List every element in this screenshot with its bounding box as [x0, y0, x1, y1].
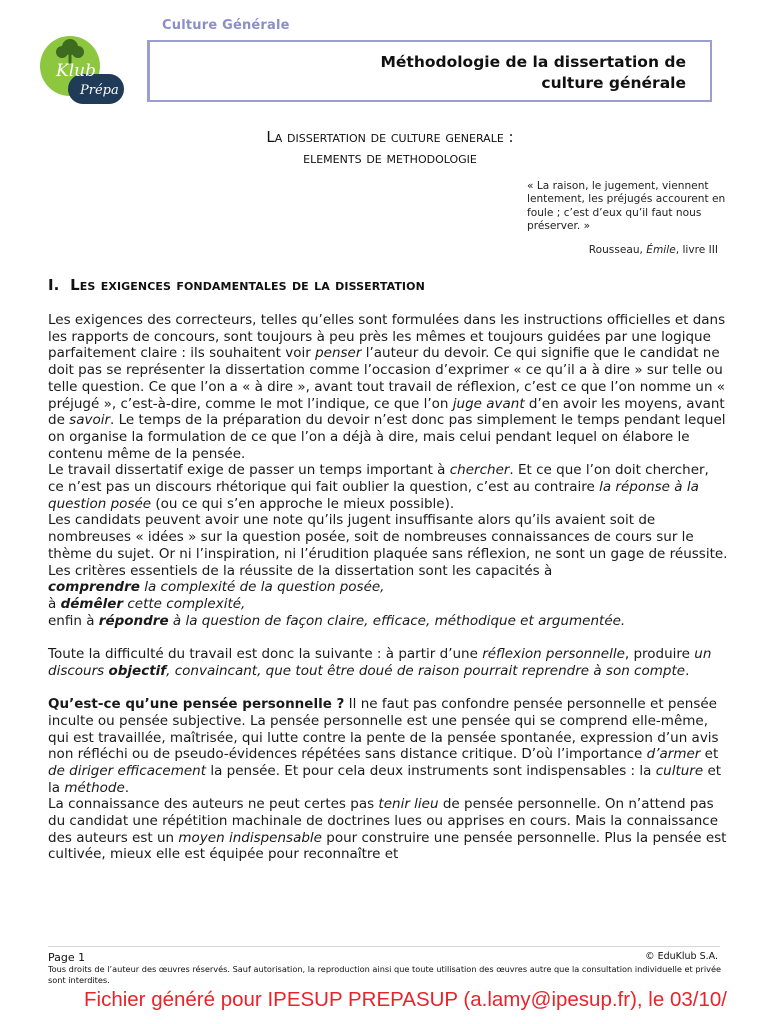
criteria-item-1: comprendre la complexité de la question posée, — [48, 579, 385, 596]
main-title — [200, 127, 580, 169]
document-title-line1: Méthodologie de la dissertation de — [380, 53, 686, 71]
body-text — [48, 312, 728, 863]
epigraph-source — [527, 244, 718, 256]
document-title-box — [147, 40, 712, 102]
main-title-line2: elements de methodologie — [303, 149, 477, 167]
paragraph-7: La connaissance des auteurs ne peut certes pas tenir lieu de pensée personnelle. On n’attend pas du candidat une répétition machinale de doctrines lues ou apprises en cours. Mais la connaissance des auteurs est un moyen indispensable pour construire une pensée personnelle. Plus la pensée est cultivée, mieux elle est équipée pour reconnaître et — [48, 796, 727, 863]
generated-file-watermark: Fichier généré pour IPESUP PREPASUP (a.lamy@ipesup.fr), le 03/10/ — [84, 988, 727, 1011]
epigraph-work: Émile — [646, 244, 676, 256]
paragraph-2: Le travail dissertatif exige de passer un temps important à chercher. Et ce que l’on doit chercher, ce n’est pas un discours rhétorique qui fait oublier la question, c’est au contraire la réponse à la question posée (ou ce qui s’en approche le mieux possible). — [48, 462, 709, 512]
paragraph-1: Les exigences des correcteurs, telles qu’elles sont formulées dans les instructions officielles et dans les rapports de concours, sont toujours à peu près les mêmes et toujours guidées par une logique parfaitement claire : ils souhaitent voir penser l’auteur du devoir. Ce qui signifie que le candidat ne doit pas se représenter la dissertation comme l’occasion d’exprimer « ce qu’il a à dire » sur telle ou telle question. Ce que l’on a « à dire », avant tout travail de réflexion, c’est ce que l’on nomme un « préjugé », c’est-à-dire, comme le mot l’indique, ce que l’on juge avant d’en avoir les moyens, avant de savoir. Le temps de la préparation du devoir n’est donc pas simplement le temps pendant lequel on organise la formulation de ce que l’on a déjà à dire, mais celui pendant lequel on élabore le contenu même de la pensée. — [48, 312, 726, 462]
section-number: I. — [48, 276, 60, 294]
document-title-line2: culture générale — [541, 74, 686, 92]
paragraph-3: Les candidats peuvent avoir une note qu’ils jugent insuffisante alors qu’ils avaient soit de nombreuses « idées » sur la question posée, soit de nombreuses connaissances de cours sur le thème du sujet. Or ni l’inspiration, ni l’érudition plaquée sans réflexion, ne sont un gage de réussite. — [48, 512, 728, 562]
copyright-notice: © EduKlub S.A. — [645, 951, 718, 962]
logo-text-prepa: Prépa — [80, 83, 119, 98]
epigraph-author: Rousseau, — [588, 244, 647, 256]
section-heading — [48, 276, 425, 294]
paragraph-4: Les critères essentiels de la réussite de la dissertation sont les capacités à — [48, 562, 553, 579]
epigraph-ref: , livre III — [675, 244, 718, 256]
logo-text-klub: Klub — [56, 61, 96, 81]
footer-divider — [48, 946, 720, 947]
criteria-item-2: à démêler cette complexité, — [48, 595, 246, 612]
paragraph-5: Toute la difficulté du travail est donc la suivante : à partir d’une réflexion personnelle, produire un discours objectif, convaincant, que tout être doué de raison pourrait reprendre à son compte. — [48, 646, 712, 679]
section-title: Les exigences fondamentales de la dissertation — [70, 276, 425, 294]
rights-notice: Tous droits de l’auteur des œuvres réservés. Sauf autorisation, la reproduction ainsi que toute utilisation des œuvres autre que la consultation individuelle et privée sont interdites. — [48, 964, 722, 985]
page-number: Page 1 — [48, 951, 86, 964]
klub-prepa-logo — [40, 32, 126, 106]
criteria-item-3: enfin à répondre à la question de façon claire, efficace, méthodique et argumentée. — [48, 612, 626, 629]
header-section-label: Culture Générale — [162, 18, 290, 33]
paragraph-6: Qu’est-ce qu’une pensée personnelle ? Il ne faut pas confondre pensée personnelle et pensée inculte ou pensée subjective. La pensée personnelle est une pensée qui se comprend elle-même, qui est travaillée, maîtrisée, qui lutte contre la pente de la pensée spontanée, expression d’un avis non réfléchi ou de pseudo-évidences répétées sans distance critique. D’où l’importance d’armer et de diriger efficacement la pensée. Et pour cela deux instruments sont indispensables : la culture et la méthode. — [48, 696, 722, 796]
epigraph-quote: « La raison, le jugement, viennent lentement, les préjugés accourent en foule ; c’est d’eux qu’il faut nous préserver. » — [527, 180, 726, 233]
main-title-line1: La dissertation de culture generale : — [266, 128, 514, 146]
document-title — [380, 52, 686, 94]
